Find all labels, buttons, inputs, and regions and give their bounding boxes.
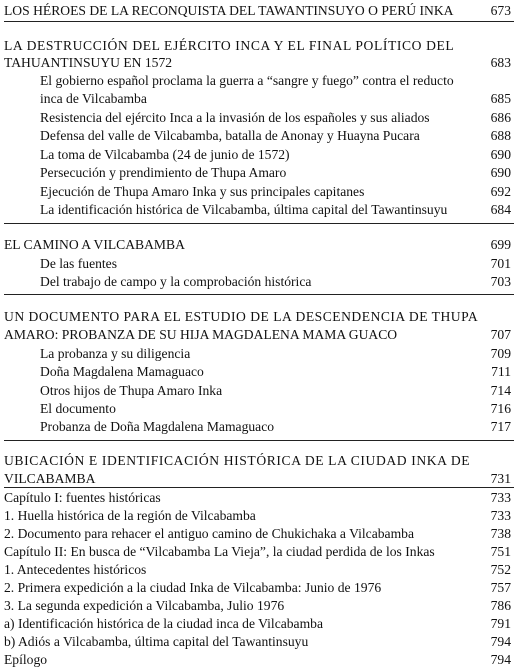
toc-entry-page: 701	[490, 256, 511, 271]
toc-entry-page: 688	[490, 128, 511, 143]
toc-entry-title: Doña Magdalena Mamaguaco	[40, 364, 204, 379]
toc-entry-title: 2. Documento para rehacer el antiguo camino de Chukichaka a Vilcabamba	[4, 526, 414, 541]
toc-entry-title: La toma de Vilcabamba (24 de junio de 1572)	[40, 147, 290, 162]
toc-entry-page: 686	[490, 110, 511, 125]
toc-entry-title: inca de Vilcabamba	[40, 91, 147, 106]
toc-entry-title: Otros hijos de Thupa Amaro Inka	[40, 383, 223, 398]
toc-entry-page: 709	[490, 346, 511, 361]
toc-entry-page: 692	[490, 184, 511, 199]
toc-entry-page: 757	[490, 580, 511, 595]
toc-entry-page: 690	[490, 165, 511, 180]
toc-entry-title: LA DESTRUCCIÓN DEL EJÉRCITO INCA Y EL FINAL POLÍTICO DEL	[4, 38, 455, 53]
toc-entry-title: LOS HÉROES DE LA RECONQUISTA DEL TAWANTINSUYO O PERÚ INKA	[4, 3, 454, 18]
toc-entry-title: Persecución y prendimiento de Thupa Amaro	[40, 165, 287, 180]
toc-entry-page: 733	[490, 490, 511, 505]
toc-entry-page: 684	[490, 202, 511, 217]
toc-entry-title: b) Adiós a Vilcabamba, última capital del Tawantinsuyu	[4, 634, 309, 649]
toc-entry-page: 703	[490, 274, 511, 289]
toc-entry-page: 683	[490, 55, 511, 70]
toc-entry-title: La probanza y su diligencia	[40, 346, 191, 361]
toc-entry-title: AMARO: PROBANZA DE SU HIJA MAGDALENA MAMA GUACO	[4, 327, 398, 342]
toc-entry-page: 731	[490, 471, 511, 486]
toc-entry-page: 716	[490, 401, 511, 416]
toc-entry-title: Epílogo	[4, 652, 48, 667]
toc-entry-page: 752	[490, 562, 511, 577]
toc-entry-title: 3. La segunda expedición a Vilcabamba, Julio 1976	[4, 598, 285, 613]
toc-entry-title: Defensa del valle de Vilcabamba, batalla de Anonay y Huayna Pucara	[40, 128, 420, 143]
toc-entry-title: a) Identificación histórica de la ciudad inca de Vilcabamba	[4, 616, 323, 631]
toc-entry-page: 717	[490, 419, 511, 434]
divider	[4, 223, 514, 224]
toc-entry-page: 791	[490, 616, 511, 631]
toc-entry-title: Capítulo I: fuentes históricas	[4, 490, 161, 505]
toc-entry-title: UBICACIÓN E IDENTIFICACIÓN HISTÓRICA DE LA CIUDAD INKA DE	[4, 453, 471, 468]
toc-entry-title: Probanza de Doña Magdalena Mamaguaco	[40, 419, 275, 434]
toc-entry-title: 1. Huella histórica de la región de Vilcabamba	[4, 508, 256, 523]
toc-entry-title: Capítulo II: En busca de “Vilcabamba La Vieja”, la ciudad perdida de los Inkas	[4, 544, 435, 559]
toc-entry-title: Ejecución de Thupa Amaro Inka y sus principales capitanes	[40, 184, 365, 199]
toc-entry-page: 699	[490, 237, 511, 252]
toc-entry-title: De las fuentes	[40, 256, 118, 271]
toc-entry-page: 673	[490, 3, 511, 18]
toc-entry-page: 714	[490, 383, 511, 398]
toc-entry-page: 794	[490, 652, 511, 667]
toc-entry-title: El documento	[40, 401, 116, 416]
toc-entry-title: VILCABAMBA	[4, 471, 96, 486]
toc-entry-title: Del trabajo de campo y la comprobación histórica	[40, 274, 312, 289]
toc-entry-page: 794	[490, 634, 511, 649]
divider	[4, 21, 514, 22]
toc-entry-page: 786	[490, 598, 511, 613]
divider	[4, 294, 514, 295]
toc-entry-title: El gobierno español proclama la guerra a “sangre y fuego” contra el reducto	[40, 73, 454, 88]
toc-entry-page: 690	[490, 147, 511, 162]
toc-entry-page: 685	[490, 91, 511, 106]
toc-entry-page: 711	[491, 364, 511, 379]
toc-entry-title: EL CAMINO A VILCABAMBA	[4, 237, 185, 252]
toc-entry-page: 751	[490, 544, 511, 559]
toc-entry-page: 738	[490, 526, 511, 541]
toc-entry-title: TAHUANTINSUYU EN 1572	[4, 55, 173, 70]
toc-entry-page: 733	[490, 508, 511, 523]
toc-entry-title: Resistencia del ejército Inca a la invasión de los españoles y sus aliados	[40, 110, 430, 125]
toc-entry-title: 1. Antecedentes históricos	[4, 562, 147, 577]
toc-entry-title: La identificación histórica de Vilcabamba, última capital del Tawantinsuyu	[40, 202, 448, 217]
divider	[4, 487, 514, 488]
toc-entry-title: UN DOCUMENTO PARA EL ESTUDIO DE LA DESCENDENCIA DE THUPA	[4, 309, 479, 324]
toc-entry-page: 707	[490, 327, 511, 342]
toc-entry-title: 2. Primera expedición a la ciudad Inka de Vilcabamba: Junio de 1976	[4, 580, 382, 595]
divider	[4, 440, 514, 441]
